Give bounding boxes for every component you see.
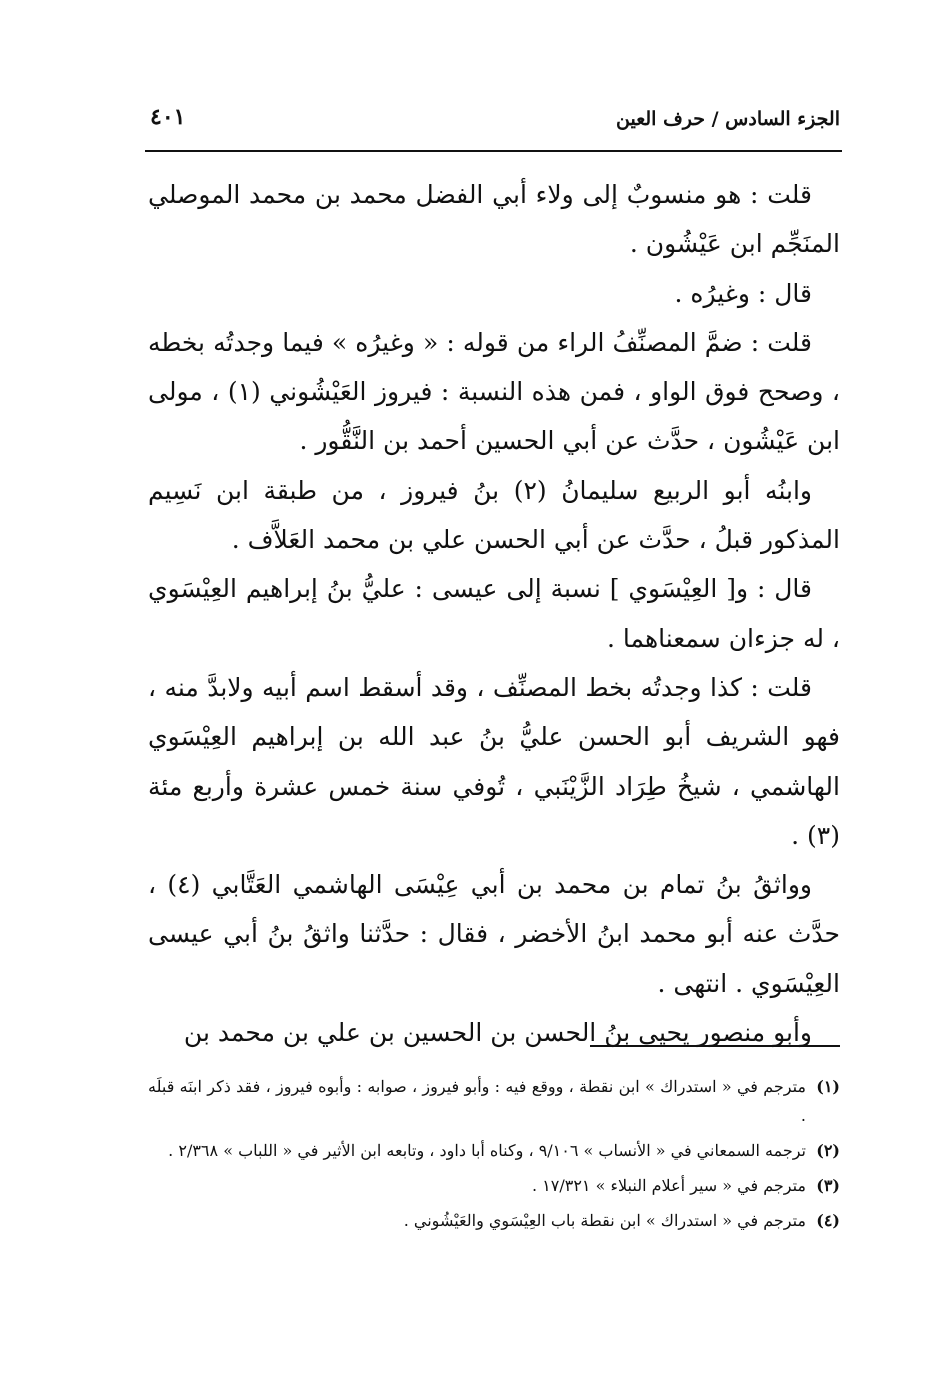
footnote	[148, 1072, 840, 1130]
footnotes	[148, 1072, 840, 1241]
running-head: الجزء السادس / حرف العين	[616, 108, 840, 130]
page-header	[145, 100, 840, 144]
footnote	[148, 1206, 840, 1235]
paragraph: قال : وغيرُه .	[674, 278, 812, 308]
main-text	[148, 170, 840, 1057]
paragraph: وابنُه أبو الربيع سليمانُ (٢) بنُ فيروز ، من طبقة ابن نَسِيم المذكور قبلُ ، حدَّث عن أبي الحسن علي بن محمد العَلاَّف .	[148, 475, 840, 555]
header-rule	[145, 150, 842, 152]
footnote-number: (٢)	[816, 1141, 840, 1160]
footnote-text: مترجم في « سير أعلام النبلاء » ١٧/٣٢١ .	[531, 1176, 806, 1195]
footnote-text: مترجم في « استدراك » ابن نقطة ، ووقع فيه : وأبو فيروز ، صوابه : وأبوه فيروز ، فقد ذكر ابنَه قبلَه .	[148, 1077, 806, 1125]
footnote	[148, 1136, 840, 1165]
paragraph: وأبو منصور يحيى بنُ الحسن بن الحسين بن علي بن محمد بن	[183, 1018, 812, 1048]
paragraph: قلت : ضمَّ المصنِّفُ الراء من قوله : « وغيرُه » فيما وجدتُه بخطه ، وصحح فوق الواو ، فمن هذه النسبة : فيروز العَيْشُوني (١) ، مولى ابن عَيْشُون ، حدَّث عن أبي الحسين أحمد بن النَّقُّور .	[148, 327, 840, 456]
footnote	[148, 1171, 840, 1200]
paragraph: وواثقُ بنُ تمام بن محمد بن أبي عِيْسَى الهاشمي العَتَّابي (٤) ، حدَّث عنه أبو محمد ابنُ الأخضر ، فقال : حدَّثنا واثقُ بنُ أبي عيسى العِيْسَوي . انتهى .	[148, 870, 840, 998]
footnote-text: ترجمه السمعاني في « الأنساب » ٩/١٠٦ ، وكناه أبا داود ، وتابعه ابن الأثير في « اللباب » ٢/٣٦٨ .	[168, 1141, 806, 1160]
paragraph: قلت : هو منسوبٌ إلى ولاء أبي الفضل محمد بن محمد الموصلي المنَجِّم ابن عَيْشُون .	[148, 180, 840, 259]
footnote-text: مترجم في « استدراك » ابن نقطة باب العِيْسَوي والعَيْشُوني .	[403, 1211, 806, 1230]
footnote-number: (٤)	[816, 1211, 840, 1230]
footnote-rule	[590, 1045, 840, 1047]
paragraph: قلت : كذا وجدتُه بخط المصنِّف ، وقد أسقط اسم أبيه ولابدَّ منه ، فهو الشريف أبو الحسن عليُّ بنُ عبد الله بن إبراهيم العِيْسَوي الهاشمي ، شيخُ طِرَاد الزَّيْنَبي ، تُوفي سنة خمس عشرة وأربع مئة (٣) .	[148, 672, 840, 850]
footnote-number: (١)	[816, 1077, 840, 1096]
paragraph: قال : و[ العِيْسَوي ] نسبة إلى عيسى : عليُّ بنُ إبراهيم العِيْسَوي ، له جزءان سمعناهما .	[148, 574, 840, 653]
page-number: ٤٠١	[150, 104, 186, 130]
footnote-number: (٣)	[816, 1176, 840, 1195]
